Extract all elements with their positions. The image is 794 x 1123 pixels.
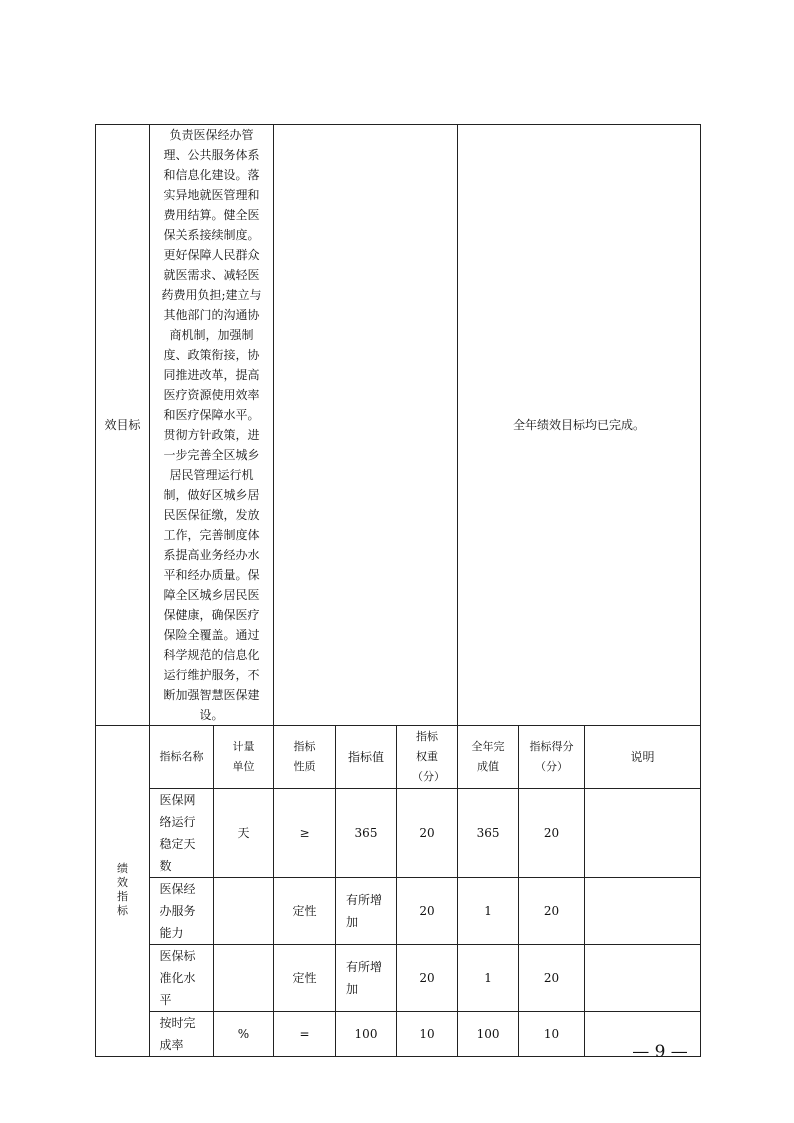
- performance-table: [95, 124, 701, 1057]
- row-unit: [214, 878, 274, 945]
- row-score: 20: [519, 878, 585, 945]
- row-name: 医保网络运行稳定天数: [150, 789, 214, 878]
- page-number: — 9 —: [632, 1042, 688, 1062]
- row-value: 有所增加: [336, 878, 397, 945]
- row-score: 10: [519, 1012, 585, 1057]
- row-weight: 20: [397, 789, 458, 878]
- row-weight: 10: [397, 1012, 458, 1057]
- indicators-label-cell: [96, 726, 150, 1057]
- header-nature: 指标性质: [274, 726, 336, 789]
- row-value: 365: [336, 789, 397, 878]
- row-name: 医保标准化水平: [150, 945, 214, 1012]
- goal-text: 负责医保经办管理、公共服务体系和信息化建设。落实异地就医管理和费用结算。健全医保关系接续制度。更好保障人民群众就医需求、减轻医药费用负担;建立与其他部门的沟通协商机制，加强制度、政策衔接，协同推进改革，提高医疗资源使用效率和医疗保障水平。贯彻方针政策，进一步完善全区城乡居民管理运行机制，做好区城乡居民医保征缴，发放工作，完善制度体系提高业务经办水平和经办质量。保障全区城乡居民医保健康，确保医疗保险全覆盖。通过科学规范的信息化运行维护服务，不断加强智慧医保建设。: [161, 128, 262, 722]
- header-name: 指标名称: [150, 726, 214, 789]
- section-label: 效目标: [96, 125, 150, 726]
- row-actual: 1: [458, 878, 519, 945]
- row-weight: 20: [397, 878, 458, 945]
- table-row: [96, 1012, 701, 1057]
- row-nature: 定性: [274, 878, 336, 945]
- row-name: 按时完成率: [150, 1012, 214, 1057]
- table-row: [96, 945, 701, 1012]
- row-weight: 20: [397, 945, 458, 1012]
- row-actual: 1: [458, 945, 519, 1012]
- goal-text-cell: [150, 125, 274, 726]
- blank-cell: [274, 125, 458, 726]
- row-value: 有所增加: [336, 945, 397, 1012]
- row-note: [585, 945, 701, 1012]
- row-actual: 365: [458, 789, 519, 878]
- goal-row: [96, 125, 701, 726]
- row-unit: 天: [214, 789, 274, 878]
- row-unit: [214, 945, 274, 1012]
- row-name: 医保经办服务能力: [150, 878, 214, 945]
- row-actual: 100: [458, 1012, 519, 1057]
- indicators-label: 绩效指标: [117, 862, 128, 917]
- row-unit: %: [214, 1012, 274, 1057]
- row-nature: 定性: [274, 945, 336, 1012]
- header-weight: 指标权重（分）: [397, 726, 458, 789]
- table-row: [96, 789, 701, 878]
- table-row: [96, 878, 701, 945]
- header-score: 指标得分（分）: [519, 726, 585, 789]
- header-row: [96, 726, 701, 789]
- row-note: [585, 789, 701, 878]
- row-score: 20: [519, 789, 585, 878]
- row-nature: ≥: [274, 789, 336, 878]
- header-value: 指标值: [336, 726, 397, 789]
- header-note: 说明: [585, 726, 701, 789]
- row-score: 20: [519, 945, 585, 1012]
- row-nature: =: [274, 1012, 336, 1057]
- header-unit: 计量单位: [214, 726, 274, 789]
- row-note: [585, 878, 701, 945]
- result-text: 全年绩效目标均已完成。: [458, 125, 701, 726]
- header-actual: 全年完成值: [458, 726, 519, 789]
- row-value: 100: [336, 1012, 397, 1057]
